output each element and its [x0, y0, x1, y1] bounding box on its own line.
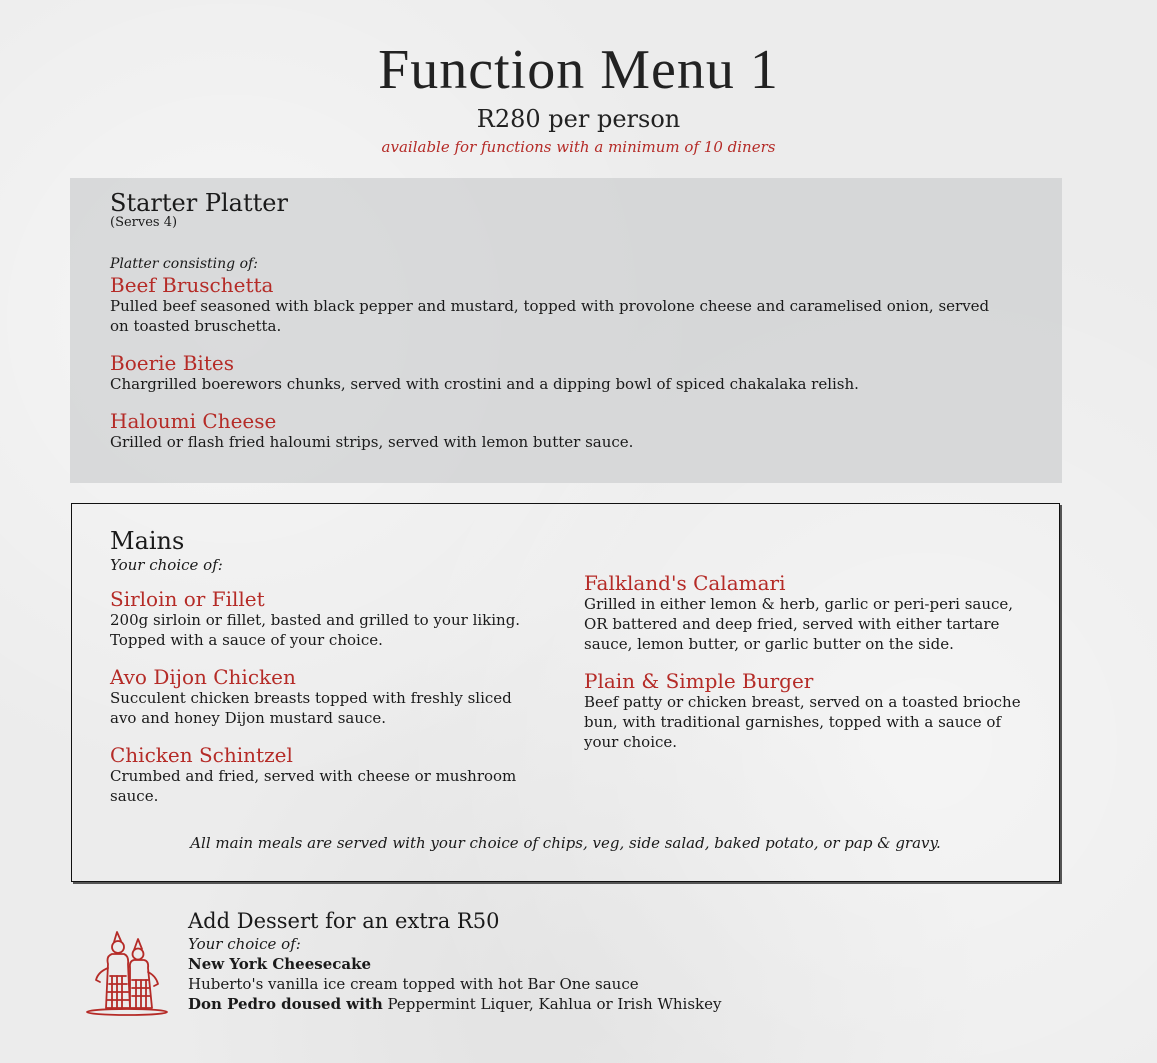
- page-title: Function Menu 1: [378, 39, 779, 101]
- mains-section: [71, 503, 1060, 882]
- don-pedro-options: Peppermint Liquer, Kahlua or Irish Whiskey: [382, 995, 722, 1013]
- dessert-item-ice-cream: Huberto's vanilla ice cream topped with hot Bar One sauce: [188, 975, 639, 993]
- dish-description: Grilled or flash fried haloumi strips, served with lemon butter sauce.: [110, 433, 634, 451]
- main-item: [584, 670, 1029, 752]
- starter-item: [110, 410, 990, 452]
- dish-name: Boerie Bites: [110, 351, 234, 375]
- dessert-title: Add Dessert for an extra R50: [188, 909, 500, 933]
- mains-choice-label: Your choice of:: [110, 556, 223, 574]
- dish-name: Avo Dijon Chicken: [110, 665, 296, 689]
- dessert-item-cheesecake: New York Cheesecake: [188, 955, 372, 973]
- starter-item: [110, 352, 990, 394]
- starter-item: [110, 274, 990, 336]
- platter-consisting-label: Platter consisting of:: [110, 256, 258, 272]
- dessert-item-don-pedro: [188, 994, 888, 1014]
- mains-title: Mains: [110, 527, 185, 555]
- dish-name: Falkland's Calamari: [584, 571, 786, 595]
- dessert-choice-label: Your choice of:: [188, 935, 301, 953]
- dish-name: Plain & Simple Burger: [584, 669, 814, 693]
- starter-title: Starter Platter: [110, 189, 288, 217]
- availability-note: available for functions with a minimum of 10 diners: [381, 138, 776, 156]
- dish-name: Chicken Schintzel: [110, 743, 293, 767]
- dish-description: Chargrilled boerewors chunks, served with crostini and a dipping bowl of spiced chakalaka relish.: [110, 375, 859, 393]
- starter-platter-section: [70, 178, 1062, 483]
- dish-name: Sirloin or Fillet: [110, 587, 265, 611]
- dish-description: 200g sirloin or fillet, basted and grilled to your liking. Topped with a sauce of your choice.: [110, 611, 521, 649]
- dish-description: Pulled beef seasoned with black pepper and mustard, topped with provolone cheese and caramelised onion, served on toasted bruschetta.: [110, 297, 990, 335]
- dessert-section: [188, 908, 888, 1014]
- dish-name: Beef Bruschetta: [110, 273, 274, 297]
- dish-name: Haloumi Cheese: [110, 409, 277, 433]
- dish-description: Crumbed and fried, served with cheese or mushroom sauce.: [110, 767, 517, 805]
- serves-note: (Serves 4): [110, 215, 178, 230]
- couple-figures-icon: [84, 928, 170, 1016]
- dish-description: Grilled in either lemon & herb, garlic or peri-peri sauce, OR battered and deep fried, served with either tartare sauce, lemon butter, or garlic butter on the side.: [584, 595, 1014, 653]
- main-item: [110, 588, 540, 650]
- dish-description: Beef patty or chicken breast, served on a toasted brioche bun, with traditional garnishes, topped with a sauce of your choice.: [584, 693, 1021, 751]
- dish-description: Succulent chicken breasts topped with freshly sliced avo and honey Dijon mustard sauce.: [110, 689, 512, 727]
- main-item: [584, 572, 1029, 654]
- mains-sides-note: All main meals are served with your choice of chips, veg, side salad, baked potato, or pap & gravy.: [190, 834, 941, 852]
- menu-header: [0, 38, 1157, 156]
- price-per-person: R280 per person: [476, 105, 681, 133]
- main-item: [110, 744, 540, 806]
- main-item: [110, 666, 540, 728]
- don-pedro-label: Don Pedro doused with: [188, 995, 383, 1013]
